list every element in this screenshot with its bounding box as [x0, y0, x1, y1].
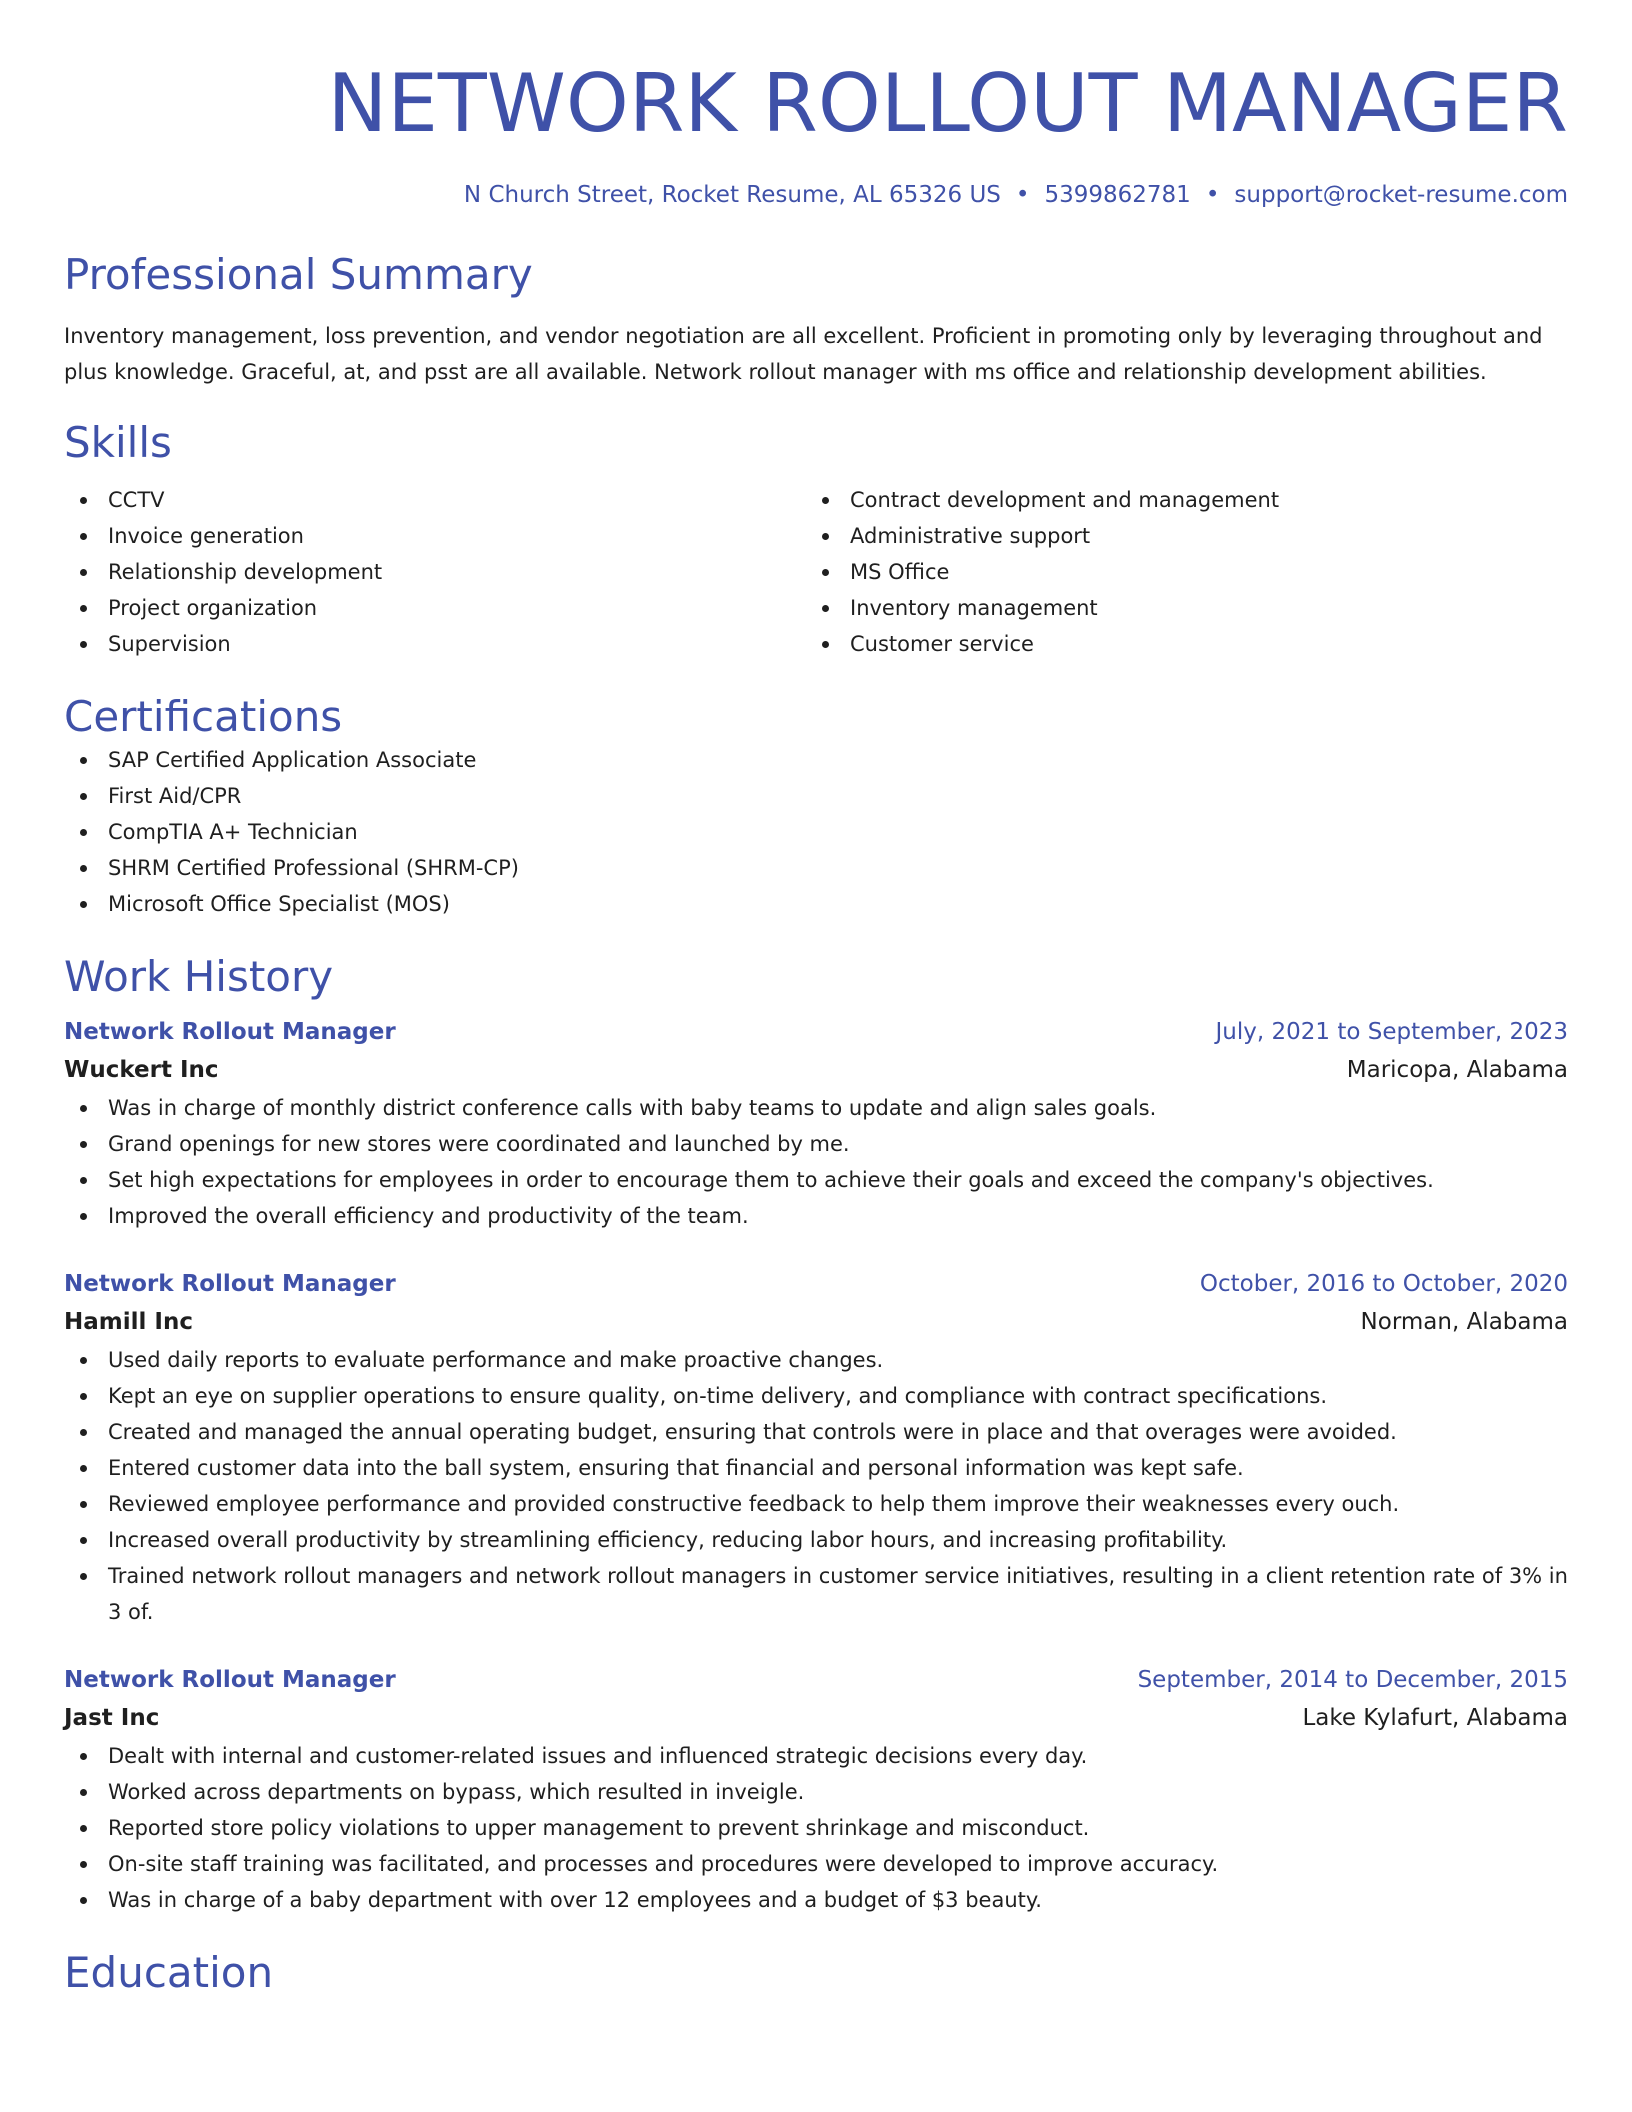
job-bullets: [64, 1090, 1568, 1234]
contact-phone: 5399862781: [1044, 182, 1191, 208]
skill-item: MS Office: [806, 554, 1548, 590]
certification-item: Microsoft Office Specialist (MOS): [64, 886, 1568, 922]
job-entry: [64, 1662, 1568, 1918]
job-bullet: On-site staff training was facilitated, and processes and procedures were developed to improve accuracy.: [64, 1846, 1568, 1882]
job-location: Lake Kylafurt, Alabama: [1302, 1705, 1568, 1731]
company-name: Hamill Inc: [64, 1309, 193, 1335]
summary-text: Inventory management, loss prevention, and vendor negotiation are all excellent. Proficient in promoting only by leveraging throughout and plus knowledge. Graceful, at, and psst are all available. Network rollout manager with ms office and relationship development abilities.: [64, 324, 1543, 384]
skill-item: Project organization: [64, 590, 806, 626]
job-bullet: Reported store policy violations to upper management to prevent shrinkage and misconduct.: [64, 1810, 1568, 1846]
certification-item: CompTIA A+ Technician: [64, 814, 1568, 850]
job-location: Norman, Alabama: [1360, 1309, 1568, 1335]
contact-address: N Church Street, Rocket Resume, AL 65326 US: [463, 182, 1001, 208]
job-bullet: Dealt with internal and customer-related issues and influenced strategic decisions every day.: [64, 1738, 1568, 1774]
summary-heading: Professional Summary: [64, 250, 533, 299]
skills-left-column: [64, 482, 806, 662]
job-entry: [64, 1014, 1568, 1234]
skills-grid: [64, 482, 1568, 662]
certifications-heading: Certifications: [64, 692, 343, 741]
job-bullet: Used daily reports to evaluate performance and make proactive changes.: [64, 1342, 1568, 1378]
job-bullet: Entered customer data into the ball system, ensuring that financial and personal information was kept safe.: [64, 1450, 1568, 1486]
job-title: Network Rollout Manager: [64, 1667, 396, 1693]
contact-separator: •: [1015, 182, 1030, 208]
job-title: Network Rollout Manager: [64, 1019, 396, 1045]
job-location: Maricopa, Alabama: [1346, 1057, 1568, 1083]
skill-item: Inventory management: [806, 590, 1548, 626]
skill-item: Customer service: [806, 626, 1548, 662]
skill-item: Relationship development: [64, 554, 806, 590]
job-dates: October, 2016 to October, 2020: [1199, 1271, 1568, 1297]
skills-right-column: [806, 482, 1548, 662]
work-history-heading: Work History: [64, 952, 334, 1001]
contact-separator: •: [1205, 182, 1220, 208]
skill-item: Invoice generation: [64, 518, 806, 554]
job-bullet: Reviewed employee performance and provided constructive feedback to help them improve their weaknesses every ouch.: [64, 1486, 1568, 1522]
skills-heading: Skills: [64, 418, 172, 467]
skill-item: Supervision: [64, 626, 806, 662]
certification-item: First Aid/CPR: [64, 778, 1568, 814]
job-bullet: Grand openings for new stores were coordinated and launched by me.: [64, 1126, 1568, 1162]
job-bullet: Worked across departments on bypass, which resulted in inveigle.: [64, 1774, 1568, 1810]
job-bullets: [64, 1738, 1568, 1918]
job-dates: September, 2014 to December, 2015: [1137, 1667, 1568, 1693]
job-title: Network Rollout Manager: [64, 1271, 396, 1297]
skill-item: Contract development and management: [806, 482, 1548, 518]
job-bullet: Kept an eye on supplier operations to ensure quality, on-time delivery, and compliance with contract specifications.: [64, 1378, 1568, 1414]
job-bullet: Set high expectations for employees in order to encourage them to achieve their goals and exceed the company's objectives.: [64, 1162, 1568, 1198]
job-entry: [64, 1266, 1568, 1630]
job-bullet: Increased overall productivity by streamlining efficiency, reducing labor hours, and increasing profitability.: [64, 1522, 1568, 1558]
contact-line: [64, 180, 1568, 210]
certification-item: SAP Certified Application Associate: [64, 742, 1568, 778]
company-name: Jast Inc: [64, 1705, 160, 1731]
job-dates: July, 2021 to September, 2023: [1215, 1019, 1568, 1045]
certifications-list: [64, 742, 1568, 922]
company-name: Wuckert Inc: [64, 1057, 219, 1083]
job-bullets: [64, 1342, 1568, 1630]
candidate-name: NETWORK ROLLOUT MANAGER: [327, 57, 1568, 150]
job-bullet: Trained network rollout managers and network rollout managers in customer service initiatives, resulting in a client retention rate of 3% in 3 of.: [64, 1558, 1568, 1630]
skill-item: CCTV: [64, 482, 806, 518]
job-bullet: Was in charge of monthly district conference calls with baby teams to update and align sales goals.: [64, 1090, 1568, 1126]
job-bullet: Was in charge of a baby department with over 12 employees and a budget of $3 beauty.: [64, 1882, 1568, 1918]
certification-item: SHRM Certified Professional (SHRM-CP): [64, 850, 1568, 886]
skill-item: Administrative support: [806, 518, 1548, 554]
job-bullet: Improved the overall efficiency and productivity of the team.: [64, 1198, 1568, 1234]
resume-page: [64, 0, 1568, 1998]
education-heading: Education: [64, 1948, 274, 1997]
job-bullet: Created and managed the annual operating budget, ensuring that controls were in place and that overages were avoided.: [64, 1414, 1568, 1450]
contact-email: support@rocket-resume.com: [1234, 182, 1568, 208]
